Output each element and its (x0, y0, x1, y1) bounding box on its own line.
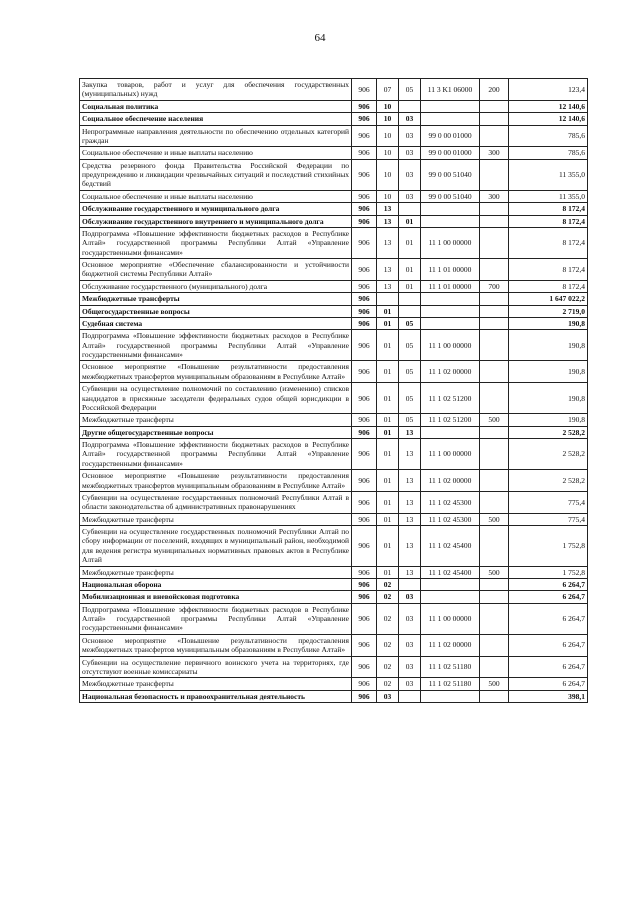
row-grbs: 906 (352, 591, 377, 603)
row-amount: 11 355,0 (509, 159, 588, 190)
row-target-article: 11 1 02 00000 (421, 634, 480, 656)
row-target-article (421, 113, 480, 125)
table-row (80, 361, 588, 383)
row-name: Средства резервного фонда Правительства Российской Федерации по предупреждению и ликвидации чрезвычайных ситуаций и последствий стихийных бедствий (80, 159, 352, 190)
row-expense-type (480, 603, 509, 634)
row-grbs: 906 (352, 159, 377, 190)
row-expense-type (480, 113, 509, 125)
row-section: 01 (377, 526, 399, 567)
row-expense-type (480, 578, 509, 590)
row-amount: 2 719,0 (509, 305, 588, 317)
row-subsection: 01 (399, 227, 421, 258)
row-name: Межбюджетные трансферты (80, 566, 352, 578)
row-subsection: 01 (399, 280, 421, 292)
row-amount: 398,1 (509, 690, 588, 702)
row-amount: 1 752,8 (509, 566, 588, 578)
row-expense-type: 500 (480, 414, 509, 426)
row-subsection: 03 (399, 678, 421, 690)
row-expense-type (480, 656, 509, 678)
row-expense-type: 500 (480, 513, 509, 525)
row-subsection: 03 (399, 125, 421, 147)
row-grbs: 906 (352, 280, 377, 292)
row-name: Субвенции на осуществление первичного воинского учета на территориях, где отсутствуют военные комиссариаты (80, 656, 352, 678)
table-row (80, 656, 588, 678)
row-grbs: 906 (352, 526, 377, 567)
row-expense-type: 500 (480, 566, 509, 578)
row-section: 01 (377, 513, 399, 525)
row-grbs: 906 (352, 426, 377, 438)
row-section: 10 (377, 159, 399, 190)
row-section: 02 (377, 678, 399, 690)
row-name: Обслуживание государственного внутреннего и муниципального долга (80, 215, 352, 227)
row-section: 01 (377, 426, 399, 438)
row-section: 02 (377, 603, 399, 634)
row-name: Межбюджетные трансферты (80, 293, 352, 305)
row-grbs: 906 (352, 125, 377, 147)
row-expense-type (480, 330, 509, 361)
row-name: Основное мероприятие «Обеспечение сбалансированности и устойчивости бюджетной системы Республики Алтай» (80, 259, 352, 281)
row-expense-type (480, 361, 509, 383)
row-name: Непрограммные направления деятельности по обеспечению отдельных категорий граждан (80, 125, 352, 147)
table-row (80, 591, 588, 603)
row-subsection: 01 (399, 259, 421, 281)
row-target-article: 11 1 02 51180 (421, 656, 480, 678)
row-amount: 190,8 (509, 317, 588, 329)
row-name: Национальная безопасность и правоохранительная деятельность (80, 690, 352, 702)
table-row (80, 203, 588, 215)
row-amount: 190,8 (509, 414, 588, 426)
row-target-article (421, 426, 480, 438)
row-expense-type (480, 634, 509, 656)
row-grbs: 906 (352, 361, 377, 383)
row-target-article: 11 1 02 45400 (421, 526, 480, 567)
table-row (80, 159, 588, 190)
row-subsection: 05 (399, 330, 421, 361)
row-amount: 6 264,7 (509, 578, 588, 590)
row-subsection: 05 (399, 383, 421, 414)
row-amount: 775,4 (509, 491, 588, 513)
row-subsection: 13 (399, 526, 421, 567)
row-target-article (421, 690, 480, 702)
table-row (80, 491, 588, 513)
row-section: 01 (377, 361, 399, 383)
row-name: Субвенции на осуществление государственных полномочий Республики Алтай в области законодательства об административных правонарушениях (80, 491, 352, 513)
row-expense-type (480, 100, 509, 112)
row-amount: 6 264,7 (509, 678, 588, 690)
row-target-article (421, 293, 480, 305)
row-subsection: 13 (399, 513, 421, 525)
row-name: Подпрограмма «Повышение эффективности бюджетных расходов в Республике Алтай» государственной программы Республики Алтай «Управление государственными финансами» (80, 603, 352, 634)
row-target-article: 11 1 02 45300 (421, 513, 480, 525)
row-subsection: 03 (399, 147, 421, 159)
row-name: Закупка товаров, работ и услуг для обеспечения государственных (муниципальных) нужд (80, 79, 352, 101)
row-grbs: 906 (352, 383, 377, 414)
row-amount: 6 264,7 (509, 634, 588, 656)
row-name: Основное мероприятие «Повышение результативности предоставления межбюджетных трансфертов муниципальным образованиям в Республике Алтай» (80, 361, 352, 383)
row-name: Субвенции на осуществление полномочий по составлению (изменению) списков кандидатов в присяжные заседатели федеральных судов общей юрисдикции в Российской Федерации (80, 383, 352, 414)
table-row (80, 566, 588, 578)
row-section: 10 (377, 100, 399, 112)
row-expense-type (480, 470, 509, 492)
row-target-article: 99 0 00 01000 (421, 125, 480, 147)
row-amount: 1 647 022,2 (509, 293, 588, 305)
row-expense-type (480, 215, 509, 227)
row-grbs: 906 (352, 113, 377, 125)
row-expense-type: 200 (480, 79, 509, 101)
table-row (80, 305, 588, 317)
row-amount: 190,8 (509, 361, 588, 383)
row-name: Межбюджетные трансферты (80, 678, 352, 690)
table-row (80, 439, 588, 470)
row-subsection: 05 (399, 361, 421, 383)
row-name: Социальное обеспечение и иные выплаты населению (80, 147, 352, 159)
row-subsection: 03 (399, 634, 421, 656)
table-row (80, 678, 588, 690)
row-grbs: 906 (352, 578, 377, 590)
row-target-article: 11 1 02 51180 (421, 678, 480, 690)
table-row (80, 125, 588, 147)
row-grbs: 906 (352, 190, 377, 202)
row-grbs: 906 (352, 491, 377, 513)
row-subsection (399, 203, 421, 215)
row-section: 01 (377, 491, 399, 513)
row-amount: 8 172,4 (509, 203, 588, 215)
row-section: 13 (377, 280, 399, 292)
table-row (80, 317, 588, 329)
row-expense-type (480, 426, 509, 438)
row-name: Субвенции на осуществление государственных полномочий Республики Алтай по сбору информации от поселений, входящих в муниципальный район, необходимой для ведения регистра муниципальных нормативных правовых актов в Республике Алтай (80, 526, 352, 567)
row-name: Обслуживание государственного (муниципального) долга (80, 280, 352, 292)
row-subsection: 13 (399, 566, 421, 578)
row-amount: 12 140,6 (509, 100, 588, 112)
row-section: 01 (377, 317, 399, 329)
row-grbs: 906 (352, 566, 377, 578)
row-section: 07 (377, 79, 399, 101)
row-grbs: 906 (352, 634, 377, 656)
row-amount: 8 172,4 (509, 259, 588, 281)
row-grbs: 906 (352, 203, 377, 215)
row-amount: 11 355,0 (509, 190, 588, 202)
row-target-article (421, 591, 480, 603)
row-section: 01 (377, 414, 399, 426)
table-row (80, 414, 588, 426)
row-target-article (421, 203, 480, 215)
table-row (80, 330, 588, 361)
row-section: 10 (377, 147, 399, 159)
row-expense-type (480, 203, 509, 215)
row-grbs: 906 (352, 215, 377, 227)
table-row (80, 470, 588, 492)
row-expense-type (480, 491, 509, 513)
row-subsection: 03 (399, 603, 421, 634)
row-name: Межбюджетные трансферты (80, 414, 352, 426)
table-row (80, 578, 588, 590)
table-row (80, 426, 588, 438)
row-subsection: 03 (399, 190, 421, 202)
row-expense-type: 700 (480, 280, 509, 292)
row-amount: 2 528,2 (509, 426, 588, 438)
row-expense-type (480, 383, 509, 414)
row-subsection (399, 100, 421, 112)
row-grbs: 906 (352, 305, 377, 317)
row-subsection: 13 (399, 470, 421, 492)
row-subsection: 13 (399, 491, 421, 513)
row-amount: 190,8 (509, 330, 588, 361)
table-row (80, 526, 588, 567)
row-grbs: 906 (352, 317, 377, 329)
row-grbs: 906 (352, 79, 377, 101)
row-amount: 6 264,7 (509, 591, 588, 603)
page-number: 64 (314, 32, 326, 44)
row-section: 02 (377, 634, 399, 656)
row-target-article: 11 1 02 51200 (421, 414, 480, 426)
table-row (80, 100, 588, 112)
row-section: 03 (377, 690, 399, 702)
row-expense-type (480, 259, 509, 281)
table-row (80, 603, 588, 634)
row-name: Подпрограмма «Повышение эффективности бюджетных расходов в Республике Алтай» государственной программы Республики Алтай «Управление государственными финансами» (80, 227, 352, 258)
row-subsection: 13 (399, 426, 421, 438)
row-section: 13 (377, 227, 399, 258)
row-name: Социальное обеспечение населения (80, 113, 352, 125)
row-amount: 6 264,7 (509, 656, 588, 678)
table-row (80, 79, 588, 101)
row-section: 01 (377, 330, 399, 361)
row-grbs: 906 (352, 293, 377, 305)
row-grbs: 906 (352, 690, 377, 702)
row-subsection (399, 293, 421, 305)
row-name: Судебная система (80, 317, 352, 329)
row-grbs: 906 (352, 470, 377, 492)
row-grbs: 906 (352, 100, 377, 112)
row-section: 01 (377, 305, 399, 317)
row-name: Национальная оборона (80, 578, 352, 590)
row-grbs: 906 (352, 330, 377, 361)
row-amount: 775,4 (509, 513, 588, 525)
row-amount: 1 752,8 (509, 526, 588, 567)
row-expense-type (480, 690, 509, 702)
row-section: 13 (377, 203, 399, 215)
row-target-article: 11 1 02 00000 (421, 470, 480, 492)
table-row (80, 690, 588, 702)
row-subsection: 05 (399, 79, 421, 101)
row-section: 10 (377, 113, 399, 125)
row-expense-type: 300 (480, 190, 509, 202)
row-expense-type (480, 159, 509, 190)
row-grbs: 906 (352, 656, 377, 678)
row-target-article: 11 1 00 00000 (421, 227, 480, 258)
table-row (80, 190, 588, 202)
row-section: 02 (377, 578, 399, 590)
row-subsection (399, 305, 421, 317)
row-amount: 12 140,6 (509, 113, 588, 125)
row-amount: 190,8 (509, 383, 588, 414)
row-grbs: 906 (352, 603, 377, 634)
row-amount: 2 528,2 (509, 470, 588, 492)
row-amount: 785,6 (509, 125, 588, 147)
table-row (80, 215, 588, 227)
row-grbs: 906 (352, 227, 377, 258)
row-amount: 8 172,4 (509, 215, 588, 227)
table-row (80, 280, 588, 292)
row-name: Подпрограмма «Повышение эффективности бюджетных расходов в Республике Алтай» государственной программы Республики Алтай «Управление государственными финансами» (80, 439, 352, 470)
row-expense-type (480, 317, 509, 329)
row-section: 13 (377, 259, 399, 281)
row-target-article: 11 1 02 00000 (421, 361, 480, 383)
row-name: Социальная политика (80, 100, 352, 112)
row-name: Общегосударственные вопросы (80, 305, 352, 317)
row-name: Социальное обеспечение и иные выплаты населению (80, 190, 352, 202)
table-row (80, 227, 588, 258)
row-section: 02 (377, 656, 399, 678)
row-target-article: 11 3 K1 06000 (421, 79, 480, 101)
row-expense-type (480, 293, 509, 305)
row-target-article: 99 0 00 01000 (421, 147, 480, 159)
row-grbs: 906 (352, 678, 377, 690)
row-target-article (421, 100, 480, 112)
row-amount: 8 172,4 (509, 227, 588, 258)
row-target-article (421, 578, 480, 590)
row-target-article: 11 1 02 45300 (421, 491, 480, 513)
row-expense-type (480, 305, 509, 317)
row-target-article: 11 1 00 00000 (421, 330, 480, 361)
row-amount: 123,4 (509, 79, 588, 101)
row-subsection: 01 (399, 215, 421, 227)
row-target-article: 11 1 01 00000 (421, 259, 480, 281)
row-expense-type: 500 (480, 678, 509, 690)
row-name: Основное мероприятие «Повышение результативности предоставления межбюджетных трансфертов муниципальным образованиям в Республике Алтай» (80, 470, 352, 492)
row-target-article (421, 215, 480, 227)
row-subsection (399, 690, 421, 702)
table-row (80, 259, 588, 281)
table-row (80, 634, 588, 656)
row-target-article: 11 1 00 00000 (421, 603, 480, 634)
row-amount: 8 172,4 (509, 280, 588, 292)
row-target-article: 99 0 00 51040 (421, 159, 480, 190)
row-section: 01 (377, 470, 399, 492)
row-expense-type: 300 (480, 147, 509, 159)
row-name: Подпрограмма «Повышение эффективности бюджетных расходов в Республике Алтай» государственной программы Республики Алтай «Управление государственными финансами» (80, 330, 352, 361)
row-target-article: 11 1 00 00000 (421, 439, 480, 470)
row-section: 01 (377, 566, 399, 578)
row-name: Обслуживание государственного и муниципального долга (80, 203, 352, 215)
table-row (80, 147, 588, 159)
row-target-article (421, 305, 480, 317)
row-section: 02 (377, 591, 399, 603)
row-amount: 6 264,7 (509, 603, 588, 634)
row-expense-type (480, 439, 509, 470)
table-row (80, 513, 588, 525)
row-section: 01 (377, 439, 399, 470)
row-grbs: 906 (352, 414, 377, 426)
row-expense-type (480, 125, 509, 147)
row-target-article (421, 317, 480, 329)
row-name: Основное мероприятие «Повышение результативности предоставления межбюджетных трансфертов муниципальным образованиям в Республике Алтай» (80, 634, 352, 656)
row-subsection: 03 (399, 113, 421, 125)
row-target-article: 11 1 02 51200 (421, 383, 480, 414)
row-expense-type (480, 227, 509, 258)
row-subsection: 03 (399, 591, 421, 603)
table-row (80, 113, 588, 125)
row-amount: 785,6 (509, 147, 588, 159)
row-target-article: 99 0 00 51040 (421, 190, 480, 202)
row-grbs: 906 (352, 147, 377, 159)
row-subsection: 13 (399, 439, 421, 470)
row-section: 01 (377, 383, 399, 414)
row-grbs: 906 (352, 259, 377, 281)
row-subsection (399, 578, 421, 590)
row-section (377, 293, 399, 305)
row-subsection: 03 (399, 159, 421, 190)
row-target-article: 11 1 01 00000 (421, 280, 480, 292)
row-target-article: 11 1 02 45400 (421, 566, 480, 578)
row-section: 10 (377, 190, 399, 202)
table-row (80, 293, 588, 305)
row-subsection: 03 (399, 656, 421, 678)
row-amount: 2 528,2 (509, 439, 588, 470)
row-grbs: 906 (352, 513, 377, 525)
row-name: Межбюджетные трансферты (80, 513, 352, 525)
row-grbs: 906 (352, 439, 377, 470)
table-row (80, 383, 588, 414)
row-expense-type (480, 591, 509, 603)
row-name: Другие общегосударственные вопросы (80, 426, 352, 438)
budget-table (79, 78, 588, 703)
row-expense-type (480, 526, 509, 567)
row-section: 13 (377, 215, 399, 227)
row-subsection: 05 (399, 317, 421, 329)
table-body (80, 79, 588, 703)
row-subsection: 05 (399, 414, 421, 426)
row-name: Мобилизационная и вневойсковая подготовка (80, 591, 352, 603)
row-section: 10 (377, 125, 399, 147)
